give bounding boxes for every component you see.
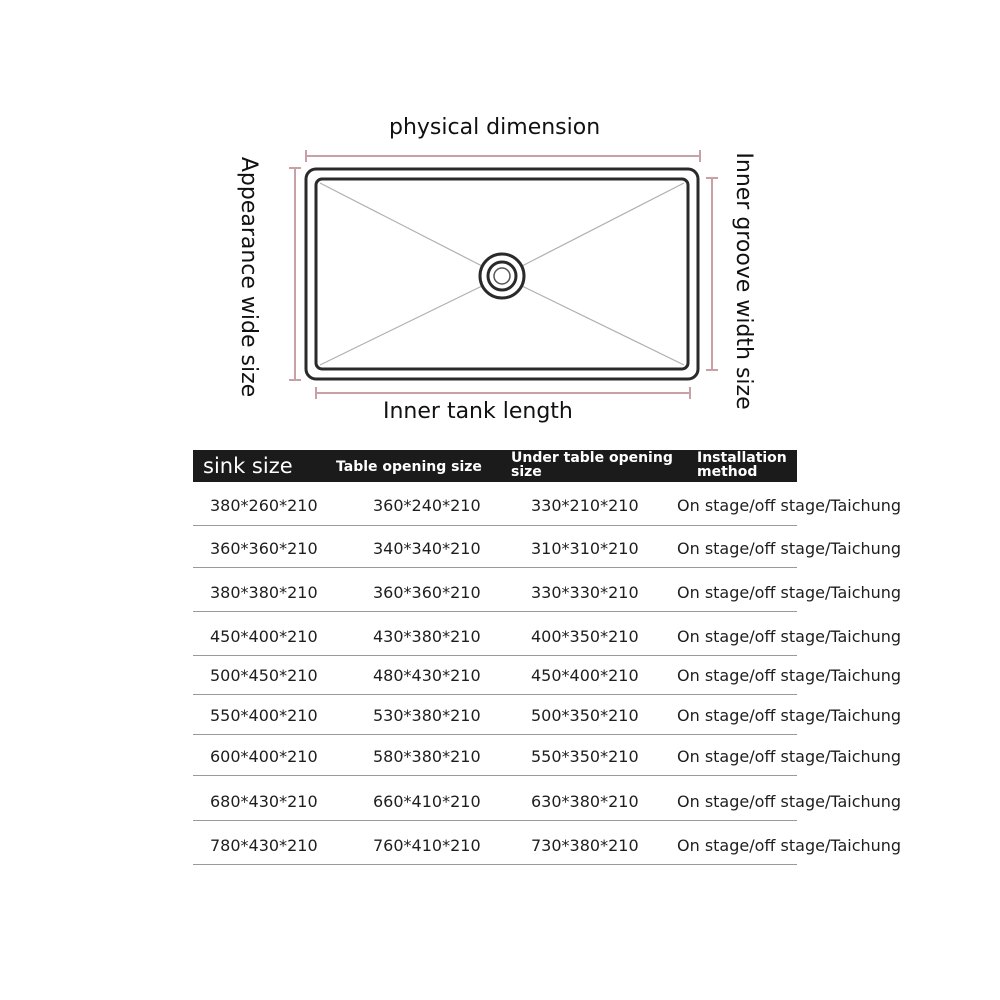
table-row xyxy=(193,741,923,771)
row-divider xyxy=(193,525,797,526)
cell-table-opening-size: 760*410*210 xyxy=(373,836,481,855)
physical-dimension-label: physical dimension xyxy=(389,115,601,140)
table-row xyxy=(193,660,923,690)
table-row xyxy=(193,786,923,816)
cell-sink-size: 450*400*210 xyxy=(210,627,318,646)
drain-icon xyxy=(480,254,524,298)
row-divider xyxy=(193,567,797,568)
cell-installation-method: On stage/off stage/Taichung xyxy=(677,583,902,602)
cell-installation-method: On stage/off stage/Taichung xyxy=(677,539,902,558)
row-divider xyxy=(193,611,797,612)
cell-sink-size: 600*400*210 xyxy=(210,747,318,766)
header-installation-method: Installation method xyxy=(697,450,787,480)
header-under-table-opening-size: Under table opening size xyxy=(511,450,673,480)
inner-tank-length-label: Inner tank length xyxy=(383,399,573,424)
cell-table-opening-size: 480*430*210 xyxy=(373,666,481,685)
cell-table-opening-size: 530*380*210 xyxy=(373,706,481,725)
cell-sink-size: 500*450*210 xyxy=(210,666,318,685)
cell-under-table-opening-size: 330*330*210 xyxy=(531,583,639,602)
cell-under-table-opening-size: 730*380*210 xyxy=(531,836,639,855)
header-table-opening-size: Table opening size xyxy=(336,459,482,475)
cell-sink-size: 380*380*210 xyxy=(210,583,318,602)
cell-table-opening-size: 360*360*210 xyxy=(373,583,481,602)
cell-table-opening-size: 580*380*210 xyxy=(373,747,481,766)
table-row xyxy=(193,621,923,651)
table-header xyxy=(193,450,923,482)
size-table xyxy=(193,450,923,855)
table-row xyxy=(193,490,923,520)
cell-sink-size: 680*430*210 xyxy=(210,792,318,811)
table-row xyxy=(193,577,923,607)
cell-sink-size: 360*360*210 xyxy=(210,539,318,558)
cell-sink-size: 380*260*210 xyxy=(210,496,318,515)
row-divider xyxy=(193,775,797,776)
row-divider xyxy=(193,820,797,821)
table-row xyxy=(193,830,923,860)
cell-installation-method: On stage/off stage/Taichung xyxy=(677,792,902,811)
cell-under-table-opening-size: 630*380*210 xyxy=(531,792,639,811)
cell-sink-size: 550*400*210 xyxy=(210,706,318,725)
cell-table-opening-size: 430*380*210 xyxy=(373,627,481,646)
inner-groove-width-size-label: Inner groove width size xyxy=(731,152,756,410)
row-divider xyxy=(193,655,797,656)
cell-under-table-opening-size: 500*350*210 xyxy=(531,706,639,725)
cell-table-opening-size: 340*340*210 xyxy=(373,539,481,558)
cell-under-table-opening-size: 400*350*210 xyxy=(531,627,639,646)
cell-installation-method: On stage/off stage/Taichung xyxy=(677,496,902,515)
cell-under-table-opening-size: 450*400*210 xyxy=(531,666,639,685)
cell-installation-method: On stage/off stage/Taichung xyxy=(677,747,902,766)
row-divider xyxy=(193,864,797,865)
cell-sink-size: 780*430*210 xyxy=(210,836,318,855)
sink-drawing xyxy=(0,0,1000,440)
row-divider xyxy=(193,694,797,695)
cell-under-table-opening-size: 550*350*210 xyxy=(531,747,639,766)
cell-installation-method: On stage/off stage/Taichung xyxy=(677,627,902,646)
table-row xyxy=(193,533,923,563)
header-sink-size: sink size xyxy=(203,454,293,478)
row-divider xyxy=(193,734,797,735)
cell-installation-method: On stage/off stage/Taichung xyxy=(677,836,902,855)
cell-installation-method: On stage/off stage/Taichung xyxy=(677,706,902,725)
cell-under-table-opening-size: 330*210*210 xyxy=(531,496,639,515)
cell-table-opening-size: 360*240*210 xyxy=(373,496,481,515)
table-row xyxy=(193,700,923,730)
cell-under-table-opening-size: 310*310*210 xyxy=(531,539,639,558)
cell-table-opening-size: 660*410*210 xyxy=(373,792,481,811)
appearance-wide-size-label: Appearance wide size xyxy=(236,156,261,398)
sink-diagram xyxy=(0,0,1000,440)
cell-installation-method: On stage/off stage/Taichung xyxy=(677,666,902,685)
